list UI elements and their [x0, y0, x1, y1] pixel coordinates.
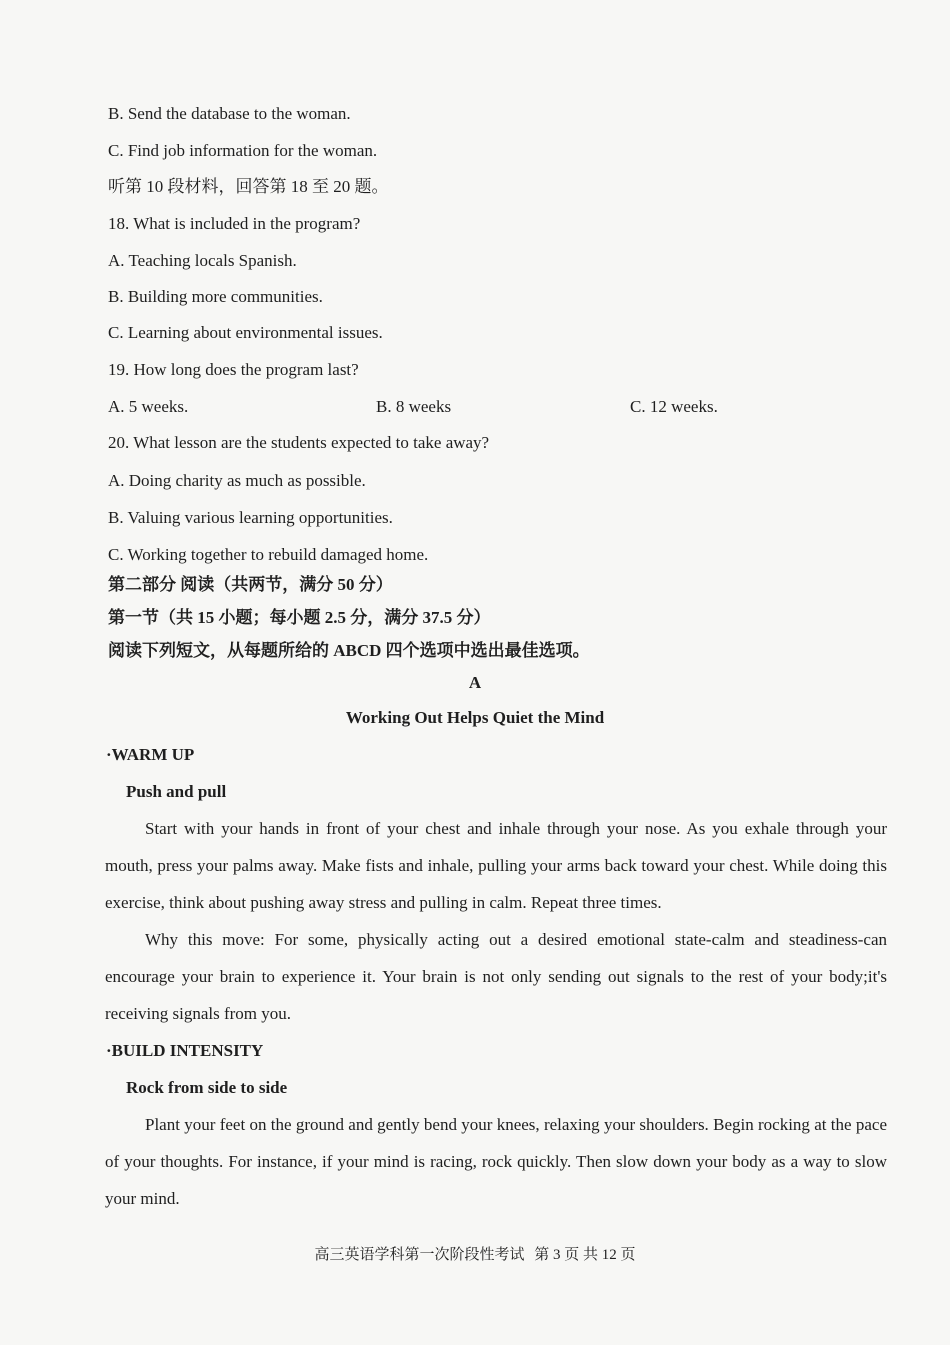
reading-part-title: 第二部分 阅读（共两节，满分 50 分）: [108, 575, 393, 594]
q20-option-b: B. Valuing various learning opportunities.: [108, 508, 393, 527]
build-intensity-heading: ·BUILD INTENSITY: [106, 1041, 264, 1060]
push-pull-paragraph-2: Why this move: For some, physically acting out a desired emotional state-calm and steadiness-can encourage your brain to experience it. Your brain is not only sending out signals to the rest of your body;it's receiving signals from you.: [105, 930, 887, 1023]
passage-title: Working Out Helps Quiet the Mind: [345, 708, 605, 727]
q20-option-a: A. Doing charity as much as possible.: [108, 471, 366, 490]
q19-option-a: A. 5 weeks.: [108, 397, 189, 416]
section10-instruction: 听第 10 段材料，回答第 18 至 20 题。: [108, 177, 389, 196]
q19-option-c: C. 12 weeks.: [630, 397, 718, 416]
passage-letter: A: [468, 673, 482, 692]
rock-paragraph-1: Plant your feet on the ground and gently bend your knees, relaxing your shoulders. Begin rocking at the pace of your thoughts. For instance, if your mind is racing, rock quickly. Then slow down your body as a way to slow your mind.: [105, 1115, 887, 1208]
q19-option-b: B. 8 weeks: [376, 397, 452, 416]
q18-option-c: C. Learning about environmental issues.: [108, 323, 383, 342]
q19-question: 19. How long does the program last?: [108, 360, 359, 379]
q18-option-a: A. Teaching locals Spanish.: [108, 251, 297, 270]
rock-heading: Rock from side to side: [126, 1078, 288, 1097]
page-footer: [0, 1243, 950, 1264]
push-pull-paragraph-1: Start with your hands in front of your chest and inhale through your nose. As you exhale through your mouth, press your palms away. Make fists and inhale, pulling your arms back toward your chest. While doing this exercise, think about pushing away stress and pulling in calm. Repeat three times.: [105, 819, 887, 912]
q20-option-c: C. Working together to rebuild damaged home.: [108, 545, 429, 564]
warm-up-heading: ·WARM UP: [106, 745, 195, 764]
q17-option-b: B. Send the database to the woman.: [108, 104, 351, 123]
q18-question: 18. What is included in the program?: [108, 214, 361, 233]
reading-section-title: 第一节（共 15 小题；每小题 2.5 分，满分 37.5 分）: [108, 608, 491, 627]
footer-exam-name: 高三英语学科第一次阶段性考试: [314, 1247, 525, 1263]
reading-instruction: 阅读下列短文，从每题所给的 ABCD 四个选项中选出最佳选项。: [108, 641, 590, 660]
q20-question: 20. What lesson are the students expected to take away?: [108, 433, 490, 452]
footer-page-info: 第 3 页 共 12 页: [534, 1247, 636, 1263]
q17-option-c: C. Find job information for the woman.: [108, 141, 378, 160]
push-pull-heading: Push and pull: [126, 782, 227, 801]
q18-option-b: B. Building more communities.: [108, 287, 323, 306]
